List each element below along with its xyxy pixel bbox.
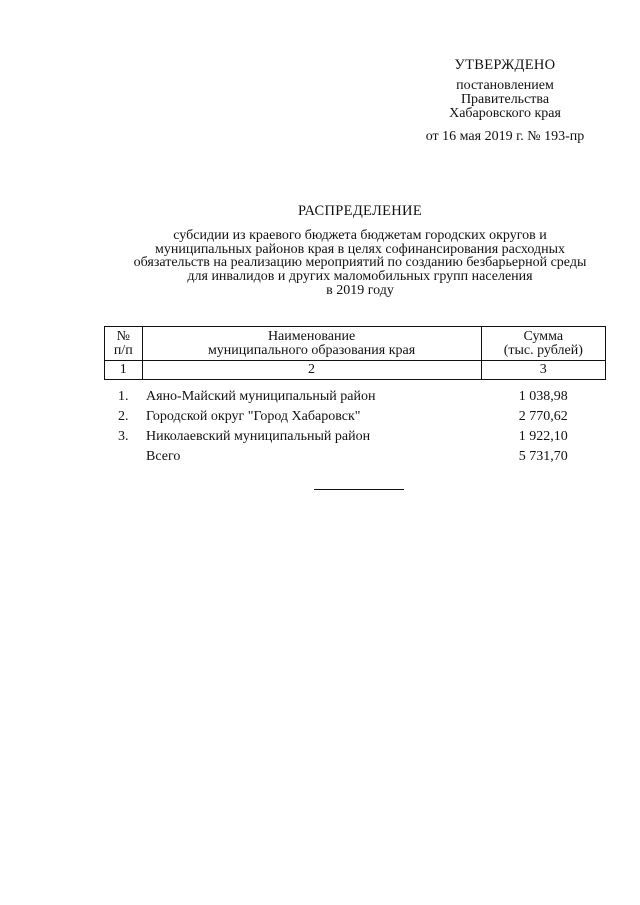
heading-line: субсидии из краевого бюджета бюджетам городских округов и	[173, 227, 547, 243]
column-number: 3	[481, 361, 605, 380]
table-row	[105, 380, 606, 405]
row-name: Николаевский муниципальный район	[146, 429, 371, 444]
approval-date: от 16 мая 2019 г. № 193-пр	[425, 129, 585, 144]
heading-line: муниципальных районов края в целях софинансирования расходных	[154, 241, 565, 257]
header-name-line: Наименование	[267, 328, 356, 344]
row-sum: 1 038,98	[518, 389, 568, 404]
table-row	[105, 424, 606, 444]
column-number: 2	[142, 361, 481, 380]
row-num: 2.	[118, 409, 129, 424]
row-name: Аяно-Майский муниципальный район	[146, 389, 376, 404]
header-sum	[481, 327, 605, 361]
header-name	[142, 327, 481, 361]
approval-title: УТВЕРЖДЕНО	[454, 57, 556, 73]
closing-rule	[314, 489, 404, 490]
total-label: Всего	[146, 449, 181, 464]
distribution-table	[104, 326, 606, 464]
total-sum: 5 731,70	[518, 449, 568, 464]
approval-line: Правительства	[460, 92, 550, 107]
document-heading	[90, 205, 630, 298]
table-row	[105, 404, 606, 424]
header-sum-line: Сумма	[523, 328, 564, 344]
header-sum-line: (тыс. рублей)	[503, 342, 583, 358]
row-num: 1.	[118, 389, 129, 404]
row-sum: 1 922,10	[518, 429, 568, 444]
header-num-line: п/п	[113, 342, 133, 358]
column-number: 1	[105, 361, 143, 380]
heading-line: обязательств на реализацию мероприятий по созданию безбарьерной среды	[133, 255, 587, 271]
approval-line: Хабаровского края	[449, 106, 561, 121]
heading-line: для инвалидов и других маломобильных групп населения	[187, 269, 533, 285]
row-sum: 2 770,62	[518, 409, 568, 424]
document-title: РАСПРЕДЕЛЕНИЕ	[298, 203, 422, 219]
row-num: 3.	[118, 429, 129, 444]
total-row	[105, 444, 606, 464]
header-name-line: муниципального образования края	[207, 342, 416, 358]
header-num	[105, 327, 143, 361]
heading-line: в 2019 году	[326, 282, 394, 298]
column-number-row	[105, 361, 606, 380]
approval-block	[395, 58, 615, 144]
total-num-empty	[105, 444, 143, 464]
header-num-line: №	[116, 328, 130, 344]
row-name: Городской округ "Город Хабаровск"	[146, 409, 361, 424]
approval-line: постановлением	[456, 78, 554, 93]
table-header-row	[105, 327, 606, 361]
